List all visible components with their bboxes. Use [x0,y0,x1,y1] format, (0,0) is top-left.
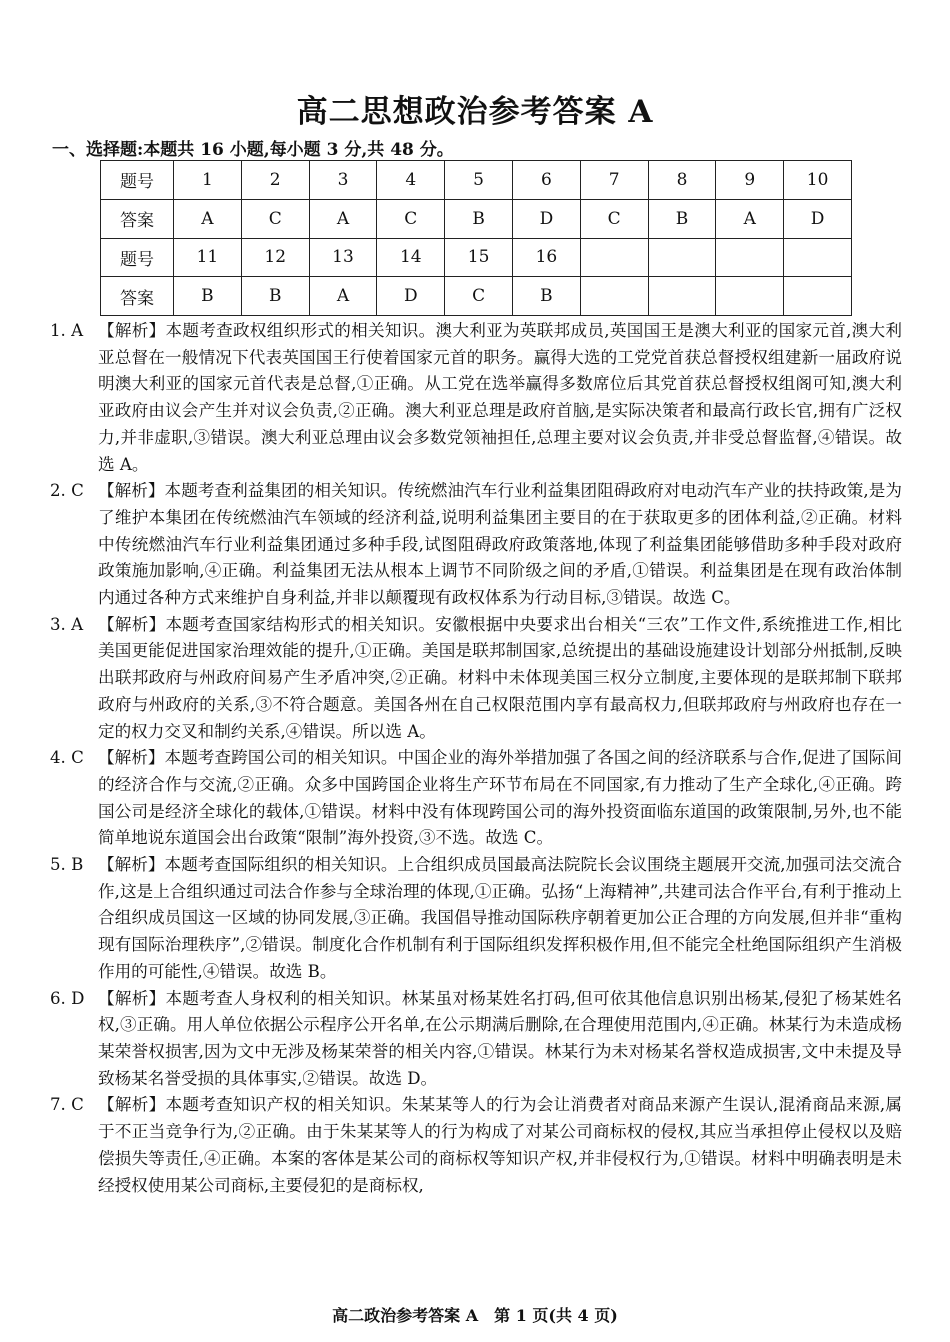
question-number: 2. C [50,481,84,501]
table-cell [580,238,648,277]
table-row-header: 题号 [101,161,174,200]
table-cell: 9 [716,161,784,200]
table-cell: C [377,199,445,238]
table-cell: 5 [445,161,513,200]
explanation-item [50,745,902,852]
section-heading: 一、选择题:本题共 16 小题,每小题 3 分,共 48 分。 [52,140,454,160]
table-cell: C [445,277,513,316]
table-cell: B [445,199,513,238]
table-cell: B [174,277,242,316]
page-footer: 高二政治参考答案 A 第 1 页(共 4 页) [332,1306,618,1325]
question-number: 3. A [50,614,84,634]
question-number: 5. B [50,855,84,875]
table-row [101,277,852,316]
explanation-text: 【解析】本题考查人身权利的相关知识。林某虽对杨某姓名打码,但可依其他信息识别出杨某,侵犯了杨某姓名权,③正确。用人单位依据公示程序公开名单,在公示期满后删除,在合理使用范围内,④正确。林某行为未造成杨某荣誉权损害,因为文中无涉及杨某荣誉的相关内容,①错误。林某行为未对杨某名誉权造成损害,文中未提及导致杨某名誉受损的具体事实,②错误。故选 D。 [98,988,902,1088]
table-cell [648,277,716,316]
explanation-text: 【解析】本题考查知识产权的相关知识。朱某某等人的行为会让消费者对商品来源产生误认,混淆商品来源,属于不正当竞争行为,②正确。由于朱某某等人的行为构成了对某公司商标权的侵权,其应当承担停止侵权以及赔偿损失等责任,④正确。本案的客体是某公司的商标权等知识产权,并非侵权行为,①错误。材料中明确表明是未经授权使用某公司商标,主要侵犯的是商标权, [98,1095,902,1195]
explanation-text: 【解析】本题考查国家结构形式的相关知识。安徽根据中央要求出台相关“三农”工作文件,系统推进工作,相比美国更能促进国家治理效能的提升,①正确。美国是联邦制国家,总统提出的基础设施建设计划部分州抵制,反映出联邦政府与州政府间易产生矛盾冲突,②正确。材料中未体现美国三权分立制度,主要体现的是联邦制下联邦政府与州政府的关系,③不符合题意。美国各州在自己权限范围内享有最高权力,但联邦政府与州政府也存在一定的权力交叉和制约关系,④错误。所以选 A。 [98,614,902,741]
answer-table [100,160,852,316]
explanation-item [50,986,902,1093]
table-cell: 13 [309,238,377,277]
question-number: 1. A [50,321,84,340]
question-number: 7. C [50,1095,84,1115]
table-cell: C [580,199,648,238]
table-cell [716,277,784,316]
table-cell [580,277,648,316]
table-cell: 12 [241,238,309,277]
table-cell: 4 [377,161,445,200]
table-cell [784,277,852,316]
table-cell: D [512,199,580,238]
page-title: 高二思想政治参考答案 A [296,94,654,130]
explanation-text: 【解析】本题考查跨国公司的相关知识。中国企业的海外举措加强了各国之间的经济联系与合作,促进了国际间的经济合作与交流,②正确。众多中国跨国企业将生产环节布局在不同国家,有力推动了生产全球化,④正确。跨国公司是经济全球化的载体,①错误。材料中没有体现跨国公司的海外投资面临东道国的政策限制,另外,也不能简单地说东道国会出台政策“限制”海外投资,③不选。故选 C。 [98,748,902,848]
table-cell [784,238,852,277]
table-cell: B [648,199,716,238]
table-cell: 10 [784,161,852,200]
table-cell [716,238,784,277]
table-cell: 15 [445,238,513,277]
explanation-item [50,478,902,612]
table-cell: 8 [648,161,716,200]
table-row-header: 题号 [101,238,174,277]
explanation-item [50,318,902,478]
table-cell: B [241,277,309,316]
question-number: 4. C [50,748,84,768]
table-cell: B [512,277,580,316]
table-cell: 11 [174,238,242,277]
explanation-text: 【解析】本题考查利益集团的相关知识。传统燃油汽车行业利益集团阻碍政府对电动汽车产业的扶持政策,是为了维护本集团在传统燃油汽车领域的经济利益,说明利益集团主要目的在于获取更多的团体利益,②正确。材料中传统燃油汽车行业利益集团通过多种手段,试图阻碍政府政策落地,体现了利益集团能够借助多种手段对政府政策施加影响,④正确。利益集团无法从根本上调节不同阶级之间的矛盾,①错误。利益集团是在现有政治体制内通过各种方式来维护自身利益,并非以颠覆现有政权体系为行动目标,③错误。故选 C。 [98,481,902,608]
table-cell: 7 [580,161,648,200]
explanation-list [50,318,902,1199]
table-row-header: 答案 [101,277,174,316]
table-cell: A [309,199,377,238]
table-cell: D [377,277,445,316]
table-cell: D [784,199,852,238]
table-cell: 1 [174,161,242,200]
table-cell: A [309,277,377,316]
table-cell [648,238,716,277]
table-cell: C [241,199,309,238]
table-row [101,161,852,200]
explanation-item [50,1092,902,1199]
explanation-item [50,612,902,746]
table-cell: A [174,199,242,238]
table-cell: 14 [377,238,445,277]
table-row-header: 答案 [101,199,174,238]
table-cell: A [716,199,784,238]
table-cell: 2 [241,161,309,200]
table-cell: 6 [512,161,580,200]
explanation-item [50,852,902,986]
table-row [101,238,852,277]
explanation-text: 【解析】本题考查国际组织的相关知识。上合组织成员国最高法院院长会议围绕主题展开交流,加强司法交流合作,这是上合组织通过司法合作参与全球治理的体现,①正确。弘扬“上海精神”,共建司法合作平台,有利于推动上合组织成员国这一区域的协同发展,③正确。我国倡导推动国际秩序朝着更加公正合理的方向发展,但并非“重构现有国际治理秩序”,②错误。制度化合作机制有利于国际组织发挥积极作用,但不能完全杜绝国际组织产生消极作用的可能性,④错误。故选 B。 [98,855,902,981]
question-number: 6. D [50,988,85,1008]
table-row [101,199,852,238]
table-cell: 3 [309,161,377,200]
table-cell: 16 [512,238,580,277]
explanation-text: 【解析】本题考查政权组织形式的相关知识。澳大利亚为英联邦成员,英国国王是澳大利亚的国家元首,澳大利亚总督在一般情况下代表英国国王行使着国家元首的职务。赢得大选的工党党首获总督授权组建新一届政府说明澳大利亚的国家元首代表是总督,①正确。从工党在选举赢得多数席位后其党首获总督授权组阁可知,澳大利亚政府由议会产生并对议会负责,②正确。澳大利亚总理是政府首脑,是实际决策者和最高行政长官,拥有广泛权力,并非虚职,③错误。澳大利亚总理由议会多数党领袖担任,总理主要对议会负责,并非受总督监督,④错误。故选 A。 [98,321,902,474]
